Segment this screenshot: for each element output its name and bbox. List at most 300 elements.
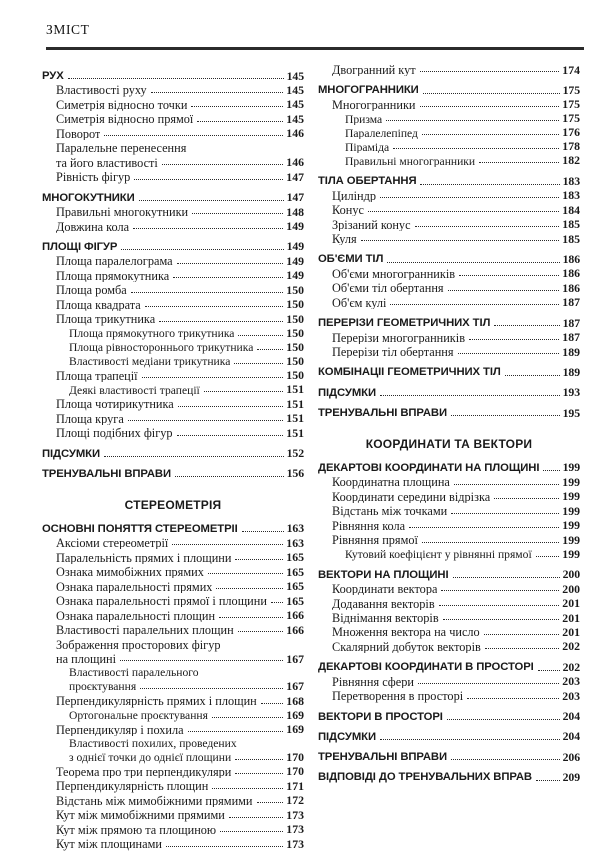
toc-entry-page-number: 175 [562, 82, 580, 97]
dot-leader [216, 588, 283, 589]
toc-entry-label: та його властивості [56, 156, 158, 170]
dot-leader [380, 739, 560, 740]
toc-entry-page-number: 167 [286, 651, 304, 666]
toc-entry-label: Площі подібних фігур [56, 427, 173, 440]
toc-entry-page-number: 150 [286, 311, 304, 326]
dot-leader [120, 660, 283, 661]
toc-entry[interactable] [42, 749, 304, 764]
toc-entry[interactable] [42, 353, 304, 368]
toc-entry-page-number: 199 [562, 489, 580, 504]
toc-entry-page-number: 209 [562, 769, 580, 784]
dot-leader [454, 484, 559, 485]
toc-entry-label: Перпендикулярність прямих і площин [56, 695, 257, 708]
toc-entry[interactable] [42, 113, 304, 125]
toc-entry-page-number: 172 [286, 793, 304, 808]
toc-entry-page-number: 173 [286, 807, 304, 822]
toc-entry[interactable] [318, 155, 580, 167]
toc-entry-page-number: 149 [286, 219, 304, 234]
toc-entry-page-number: 150 [286, 368, 304, 383]
toc-entry-label: Рівняння прямої [332, 534, 418, 547]
toc-entry-label: Паралелепіпед [345, 127, 418, 140]
toc-entry-page-number: 147 [286, 169, 304, 184]
dot-leader [68, 78, 284, 79]
toc-entry-label: ПЛОЩІ ФІГУР [42, 241, 118, 253]
dot-leader [536, 556, 560, 557]
toc-entry-label: Ознака мимобіжних прямих [56, 566, 204, 579]
toc-entry-label: Рівність фігур [56, 171, 131, 184]
toc-entry-label: Площа паралелограма [56, 255, 173, 268]
dot-leader [439, 605, 560, 606]
toc-entry-page-number: 183 [562, 173, 580, 188]
toc-entry-wrapped-line: Зображення просторових фігур [56, 637, 221, 652]
toc-entry-page-number: 204 [562, 709, 580, 724]
toc-entry[interactable] [318, 346, 580, 358]
toc-entry[interactable] [42, 468, 304, 480]
toc-entry[interactable] [318, 641, 580, 653]
toc-entry-label: Правильні многогранники [345, 155, 476, 168]
toc-entry-page-number: 193 [562, 385, 580, 400]
toc-entry-label: Властивості медіани трикутника [69, 356, 231, 368]
toc-entry-label: Координати вектора [332, 583, 438, 596]
toc-entry-page-number: 148 [286, 204, 304, 219]
dot-leader [235, 773, 283, 774]
dot-leader [505, 375, 560, 376]
toc-entry[interactable] [42, 581, 304, 593]
dot-leader [453, 577, 560, 578]
toc-entry-label: ТРЕНУВАЛЬНІ ВПРАВИ [42, 468, 171, 480]
dot-leader [368, 211, 559, 212]
toc-entry-label: МНОГОГРАННИКИ [318, 85, 419, 97]
toc-entry-label: ТРЕНУВАЛЬНІ ВПРАВИ [318, 752, 447, 764]
toc-entry-label: Перетворення в просторі [332, 690, 464, 703]
dot-leader [536, 780, 560, 781]
toc-entry-label: Об'єми тіл обертання [332, 282, 444, 295]
dot-leader [151, 92, 284, 93]
dot-leader [175, 476, 284, 477]
toc-entry[interactable] [42, 653, 304, 665]
dot-leader [458, 353, 560, 354]
toc-entry[interactable] [42, 795, 304, 807]
toc-entry-page-number: 174 [562, 62, 580, 77]
toc-entry[interactable] [318, 520, 580, 532]
toc-entry[interactable] [42, 695, 304, 707]
toc-entry[interactable] [318, 711, 580, 723]
toc-entry-label: Площа прямокутного трикутника [69, 328, 235, 340]
toc-entry-label: ПІДСУМКИ [318, 387, 376, 399]
toc-entry[interactable] [318, 676, 580, 688]
toc-entry-page-number: 150 [286, 339, 304, 354]
toc-entry-label: Властивості паралельних площин [56, 624, 234, 637]
toc-entry-page-number: 201 [562, 624, 580, 639]
toc-entry-page-number: 150 [286, 325, 304, 340]
toc-entry-page-number: 165 [286, 550, 304, 565]
toc-entry[interactable] [42, 766, 304, 778]
dot-leader [415, 226, 560, 227]
toc-entry-page-number: 201 [562, 610, 580, 625]
toc-entry-page-number: 184 [562, 202, 580, 217]
dot-leader [166, 846, 283, 847]
toc-entry-page-number: 186 [562, 251, 580, 266]
header-divider [46, 47, 584, 50]
toc-entry-label: Призма [345, 113, 383, 126]
toc-entry[interactable] [42, 157, 304, 169]
dot-leader [177, 435, 284, 436]
toc-entry-label: Зрізаний конус [332, 218, 411, 231]
dot-leader [422, 542, 559, 543]
toc-entry[interactable] [42, 192, 304, 204]
toc-entry-label: Координатна площина [332, 476, 450, 489]
toc-entry-label: Площа чотирикутника [56, 398, 174, 411]
toc-entry[interactable] [318, 315, 580, 330]
toc-entry-label: Теорема про три перпендикуляри [56, 765, 232, 779]
toc-entry[interactable] [318, 462, 580, 474]
dot-leader [451, 415, 560, 416]
toc-entry[interactable] [318, 141, 580, 153]
toc-entry[interactable] [318, 251, 580, 266]
toc-entry-page-number: 168 [286, 693, 304, 708]
toc-entry[interactable] [42, 241, 304, 253]
toc-entry-label: Площа трикутника [56, 313, 156, 326]
toc-entry-page-number: 170 [286, 749, 304, 764]
toc-entry[interactable] [42, 325, 304, 340]
dot-leader [257, 802, 284, 803]
dot-leader [219, 617, 283, 618]
toc-entry-page-number: 145 [286, 68, 304, 83]
toc-entry[interactable] [42, 284, 304, 296]
toc-entry-page-number: 156 [286, 466, 304, 481]
toc-entry[interactable] [318, 476, 580, 488]
toc-entry-page-number: 206 [562, 749, 580, 764]
toc-entry[interactable] [318, 219, 580, 231]
toc-entry-label: Кут між мимобіжними прямими [56, 809, 225, 822]
toc-entry-label: Відстань між мимобіжними прямими [56, 794, 253, 808]
toc-entry-page-number: 166 [286, 608, 304, 623]
page-title: ЗМІСТ [46, 22, 90, 37]
toc-entry[interactable] [318, 204, 580, 216]
toc-entry-label: на площині [56, 653, 117, 666]
dot-leader [467, 698, 559, 699]
toc-entry-page-number: 151 [286, 382, 304, 397]
toc-entry[interactable] [318, 113, 580, 125]
dot-leader [261, 703, 284, 704]
toc-entry-page-number: 200 [562, 567, 580, 582]
dot-leader [172, 544, 283, 545]
dot-leader [212, 788, 283, 789]
dot-leader [212, 717, 283, 718]
toc-entry-label: ОСНОВНІ ПОНЯТТЯ СТЕРЕОМЕТРІЇ [42, 523, 238, 535]
toc-entry[interactable] [318, 127, 580, 139]
dot-leader [204, 391, 284, 392]
toc-entry[interactable] [318, 659, 580, 674]
toc-entry[interactable] [318, 546, 580, 561]
section-banner: КООРДИНАТИ ТА ВЕКТОРИ [365, 437, 533, 452]
toc-entry-label: Симетрія відносно прямої [56, 113, 194, 126]
dot-leader [380, 197, 559, 198]
dot-leader [140, 688, 283, 689]
toc-entry-page-number: 145 [286, 97, 304, 112]
toc-entry-label: Додавання векторів [332, 597, 435, 610]
toc-entry-label: Кут між площинами [56, 838, 162, 851]
toc-entry-label: Ознака паралельності прямої і площини [56, 595, 267, 608]
toc-entry[interactable] [42, 707, 304, 722]
toc-entry-page-number: 173 [286, 836, 304, 851]
toc-entry[interactable] [42, 566, 304, 578]
toc-entry[interactable] [42, 171, 304, 183]
dot-leader [420, 106, 560, 107]
toc-entry-label: Властивості руху [56, 84, 147, 97]
toc-entry[interactable] [42, 780, 304, 792]
dot-leader [459, 275, 559, 276]
dot-leader [242, 531, 284, 532]
toc-entry-label: КОМБІНАЦІЇ ГЕОМЕТРИЧНИХ ТІЛ [318, 367, 501, 379]
toc-entry[interactable] [318, 612, 580, 624]
dot-leader [104, 135, 283, 136]
dot-leader [418, 683, 559, 684]
toc-entry[interactable] [318, 626, 580, 638]
dot-leader [271, 602, 283, 603]
toc-entry-page-number: 165 [286, 593, 304, 608]
toc-entry-wrapped-line: Властивості похилих, проведених [69, 737, 237, 751]
toc-entry[interactable] [318, 405, 580, 420]
toc-entry[interactable] [318, 364, 580, 379]
dot-leader [422, 134, 559, 135]
toc-entry-page-number: 150 [286, 353, 304, 368]
toc-entry-page-number: 146 [286, 155, 304, 170]
section-banner: СТЕРЕОМЕТРІЯ [124, 498, 222, 513]
toc-entry-label: проєктування [69, 681, 137, 694]
toc-entry-label: ОБ'ЄМИ ТІЛ [318, 254, 384, 266]
toc-entry-page-number: 149 [286, 253, 304, 268]
toc-entry[interactable] [42, 624, 304, 636]
toc-entry-page-number: 163 [286, 535, 304, 550]
toc-entry-page-number: 149 [286, 268, 304, 283]
toc-entry-label: Перерізи многогранників [332, 331, 466, 344]
toc-entry[interactable] [42, 809, 304, 821]
toc-entry-label: Віднімання векторів [332, 612, 439, 625]
toc-entry[interactable] [42, 68, 304, 83]
toc-entry-page-number: 167 [286, 679, 304, 694]
toc-entry[interactable] [42, 523, 304, 535]
toc-entry-label: ПІДСУМКИ [318, 731, 376, 743]
toc-entry[interactable] [42, 537, 304, 549]
dot-leader [393, 148, 559, 149]
dot-leader [142, 377, 284, 378]
toc-entry[interactable] [42, 221, 304, 233]
dot-leader [177, 263, 284, 264]
toc-entry-label: Кут між прямою та площиною [56, 823, 217, 837]
toc-entry[interactable] [42, 552, 304, 564]
toc-entry-label: Піраміда [345, 141, 390, 154]
toc-entry-page-number: 171 [286, 778, 304, 793]
toc-entry-page-number: 169 [286, 722, 304, 737]
dot-leader [420, 71, 560, 72]
toc-entry[interactable] [42, 448, 304, 460]
dot-leader [380, 395, 560, 396]
toc-entry[interactable] [318, 233, 580, 245]
toc-entry-page-number: 201 [562, 596, 580, 611]
toc-entry-label: Множення вектора на число [332, 626, 480, 639]
toc-entry-wrapped-line: Паралельне перенесення [56, 141, 187, 156]
toc-entry[interactable] [318, 690, 580, 702]
toc-entry[interactable] [42, 128, 304, 140]
toc-entry[interactable] [42, 427, 304, 439]
toc-entry-page-number: 165 [286, 564, 304, 579]
toc-entry-page-number: 169 [286, 707, 304, 722]
toc-entry-page-number: 189 [562, 344, 580, 359]
toc-entry-page-number: 203 [562, 688, 580, 703]
dot-leader [238, 631, 284, 632]
toc-entry[interactable] [318, 64, 580, 76]
toc-entry-label: РУХ [42, 71, 64, 82]
toc-entry[interactable] [318, 505, 580, 517]
toc-entry[interactable] [318, 534, 580, 546]
toc-entry-label: ТІЛА ОБЕРТАННЯ [318, 176, 417, 188]
toc-right-column [318, 62, 580, 786]
dot-leader [423, 93, 560, 94]
toc-entry[interactable] [42, 370, 304, 382]
toc-entry[interactable] [42, 299, 304, 311]
dot-leader [162, 164, 283, 165]
toc-entry[interactable] [318, 332, 580, 344]
toc-entry[interactable] [318, 598, 580, 610]
toc-entry-label: ТРЕНУВАЛЬНІ ВПРАВИ [318, 408, 447, 420]
toc-entry-page-number: 202 [562, 639, 580, 654]
dot-leader [479, 162, 559, 163]
dot-leader [447, 719, 560, 720]
dot-leader [145, 306, 284, 307]
toc-entry-page-number: 202 [562, 659, 580, 674]
toc-entry[interactable] [318, 297, 580, 309]
toc-entry-page-number: 151 [286, 396, 304, 411]
toc-entry[interactable] [42, 681, 304, 693]
toc-entry-page-number: 187 [562, 295, 580, 310]
toc-entry[interactable] [318, 173, 580, 188]
toc-entry[interactable] [318, 749, 580, 764]
toc-entry-label: ПІДСУМКИ [42, 448, 100, 460]
toc-entry-page-number: 145 [286, 82, 304, 97]
dot-leader [173, 277, 283, 278]
toc-entry[interactable] [42, 84, 304, 96]
toc-entry[interactable] [42, 270, 304, 282]
dot-leader [220, 831, 283, 832]
toc-entry[interactable] [318, 583, 580, 595]
toc-entry[interactable] [318, 769, 580, 784]
dot-leader [191, 106, 283, 107]
toc-entry[interactable] [42, 824, 304, 836]
toc-entry[interactable] [42, 255, 304, 267]
toc-entry-label: Двогранний кут [332, 64, 416, 77]
toc-entry-page-number: 163 [286, 521, 304, 536]
toc-entry-page-number: 187 [562, 315, 580, 330]
toc-entry[interactable] [42, 724, 304, 736]
toc-entry[interactable] [318, 282, 580, 294]
toc-entry-wrapped-line: Властивості паралельного [69, 666, 199, 680]
toc-entry-label: Циліндр [332, 189, 376, 202]
toc-entry-page-number: 185 [562, 231, 580, 246]
toc-entry[interactable] [318, 569, 580, 581]
toc-entry-page-number: 199 [562, 503, 580, 518]
toc-entry-label: Площа квадрата [56, 298, 141, 312]
toc-entry[interactable] [42, 838, 304, 850]
dot-leader [543, 470, 559, 471]
dot-leader [494, 325, 559, 326]
toc-entry-page-number: 195 [562, 405, 580, 420]
toc-entry-label: Куля [332, 233, 357, 246]
toc-entry-label: Правильні многокутники [56, 206, 189, 219]
toc-entry-page-number: 147 [286, 190, 304, 205]
toc-entry[interactable] [42, 339, 304, 354]
toc-entry-label: МНОГОКУТНИКИ [42, 192, 135, 204]
toc-entry-label: Координати середини відрізка [332, 490, 491, 504]
toc-entry-page-number: 178 [562, 139, 580, 154]
dot-leader [133, 228, 283, 229]
dot-leader [420, 184, 559, 185]
toc-entry[interactable] [42, 413, 304, 425]
dot-leader [104, 456, 284, 457]
toc-entry-label: Аксіоми стереометрії [56, 537, 169, 550]
toc-entry[interactable] [318, 387, 580, 399]
toc-entry-page-number: 146 [286, 126, 304, 141]
toc-entry[interactable] [42, 398, 304, 410]
toc-entry-page-number: 200 [562, 581, 580, 596]
dot-leader [197, 121, 283, 122]
dot-leader [469, 339, 559, 340]
toc-entry-label: ДЕКАРТОВІ КООРДИНАТИ В ПРОСТОРІ [318, 662, 534, 674]
toc-entry-page-number: 151 [286, 411, 304, 426]
toc-entry[interactable] [318, 268, 580, 280]
toc-entry-page-number: 199 [562, 546, 580, 561]
dot-leader [238, 335, 283, 336]
toc-entry-page-number: 183 [562, 188, 580, 203]
toc-entry-label: ВЕКТОРИ НА ПЛОЩИНІ [318, 569, 449, 581]
dot-leader [390, 304, 559, 305]
toc-entry-label: Відстань між точками [332, 505, 448, 518]
toc-entry-page-number: 182 [562, 153, 580, 168]
toc-entry-page-number: 145 [286, 111, 304, 126]
toc-entry[interactable] [318, 731, 580, 743]
dot-leader [235, 759, 283, 760]
toc-entry-page-number: 165 [286, 579, 304, 594]
toc-entry-label: Перпендикулярність площин [56, 780, 209, 793]
dot-leader [208, 573, 283, 574]
toc-entry-page-number: 176 [562, 125, 580, 140]
toc-entry[interactable] [42, 206, 304, 218]
toc-entry[interactable] [42, 99, 304, 111]
dot-leader [257, 349, 283, 350]
toc-entry-page-number: 175 [562, 111, 580, 126]
toc-entry-page-number: 175 [562, 97, 580, 112]
toc-entry-label: Паралельність прямих і площини [56, 551, 232, 564]
toc-entry[interactable] [42, 384, 304, 396]
toc-entry[interactable] [318, 99, 580, 111]
toc-entry[interactable] [318, 491, 580, 503]
toc-entry[interactable] [42, 610, 304, 622]
toc-entry-page-number: 186 [562, 266, 580, 281]
toc-entry[interactable] [318, 82, 580, 97]
dot-leader [188, 731, 284, 732]
toc-entry[interactable] [318, 190, 580, 202]
toc-entry[interactable] [42, 595, 304, 607]
toc-entry[interactable] [42, 313, 304, 325]
toc-entry-page-number: 173 [286, 822, 304, 837]
toc-entry-page-number: 150 [286, 297, 304, 312]
toc-entry-label: Рівняння сфери [332, 675, 414, 689]
toc-entry-label: ВЕКТОРИ В ПРОСТОРІ [318, 711, 443, 723]
dot-leader [538, 670, 560, 671]
toc-entry-label: Об'єм кулі [332, 296, 387, 310]
dot-leader [128, 420, 284, 421]
toc-entry-page-number: 203 [562, 674, 580, 689]
